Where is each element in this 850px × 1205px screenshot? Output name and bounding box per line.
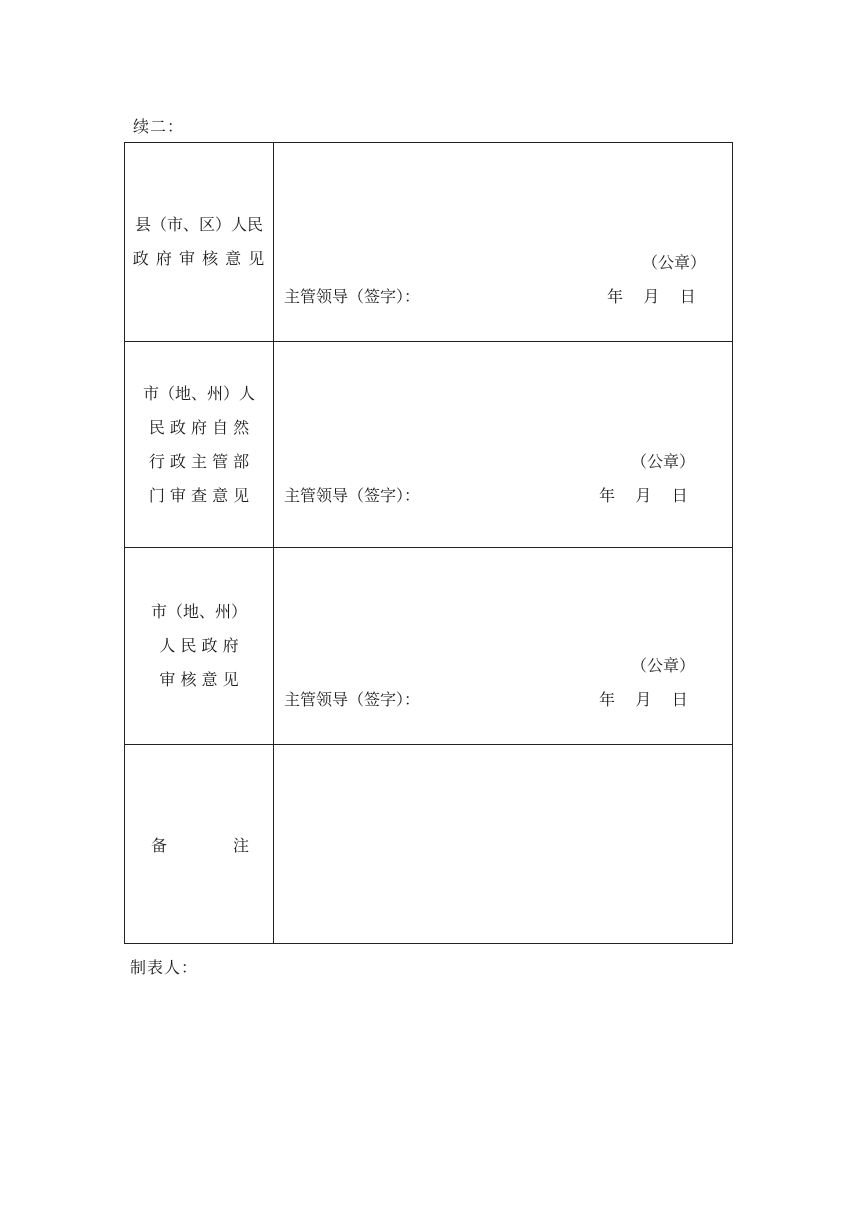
label-line: 市（地、州）人 [142, 383, 255, 403]
remarks-field[interactable] [274, 745, 732, 943]
row-label [125, 548, 274, 744]
approval-table [124, 142, 733, 944]
row-label [125, 342, 274, 547]
label-line: 人 民 政 府 [159, 636, 239, 655]
signer-label: 主管领导（签字）： [284, 690, 421, 709]
date-label: 年 月 日 [599, 690, 688, 709]
seal-label: （公章） [631, 452, 696, 471]
remarks-char: 备 [151, 835, 168, 855]
table-row-city-natural-resources-review [125, 341, 732, 547]
label-line: 市（地、州） [150, 602, 247, 621]
row-label [125, 143, 274, 341]
signer-label: 主管领导（签字）： [284, 287, 421, 306]
row-label [125, 745, 274, 943]
table-row-remarks [125, 744, 732, 943]
signer-label: 主管领导（签字）： [284, 486, 421, 505]
preparer-label: 制表人： [130, 958, 199, 977]
opinion-field[interactable] [274, 548, 732, 744]
label-line: 县（市、区）人民 [134, 215, 263, 234]
table-row-city-government-review [125, 547, 732, 744]
label-line: 政 府 审 核 意 见 [132, 249, 266, 268]
opinion-field[interactable] [274, 342, 732, 547]
remarks-char: 注 [232, 835, 249, 855]
table-row-county-review [125, 143, 732, 341]
date-label: 年 月 日 [599, 486, 688, 505]
label-line: 门 审 查 意 见 [148, 485, 250, 505]
opinion-field[interactable] [274, 143, 732, 341]
remarks-label [125, 833, 273, 856]
continuation-heading: 续二： [133, 117, 185, 136]
date-label: 年 月 日 [607, 287, 696, 306]
seal-label: （公章） [631, 656, 696, 675]
label-line: 民 政 府 自 然 [148, 417, 250, 437]
seal-label: （公章） [642, 253, 707, 272]
label-line: 审 核 意 见 [159, 670, 239, 689]
label-line: 行 政 主 管 部 [148, 451, 250, 471]
